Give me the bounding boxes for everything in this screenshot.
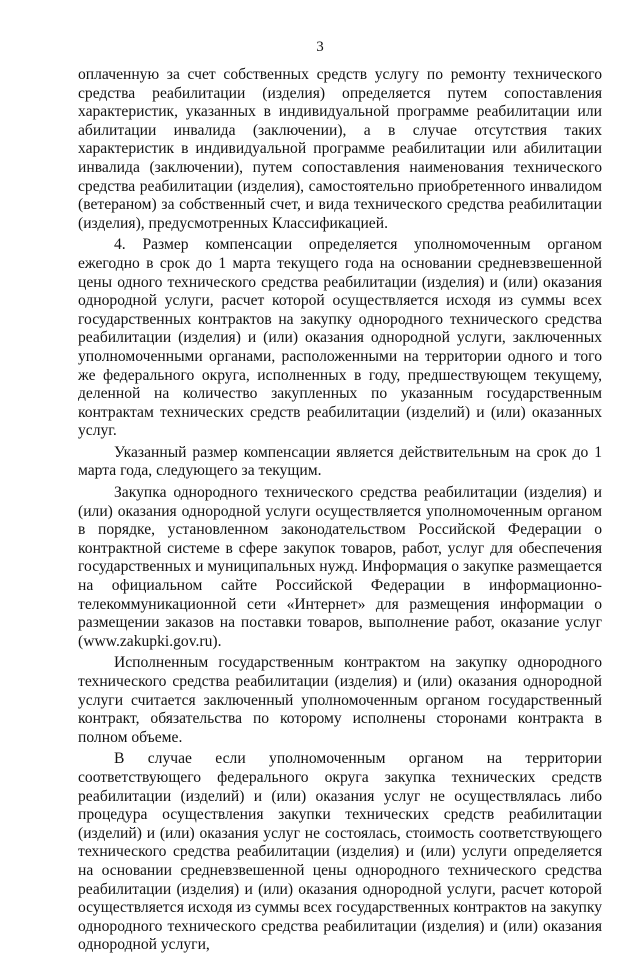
page-number: 3 (316, 39, 324, 55)
paragraph: оплаченную за счет собственных средств услугу по ремонту технического средства реабилитации (изделия) определяется путем сопоставления характеристик, указанных в индивидуальной программе реабилитации или абилитации инвалида (заключении), а в случае отсутствия таких характеристик в индивидуальной программе реабилитации или абилитации инвалида (заключении), путем сопоставления наименования технического средства реабилитации (изделия), самостоятельно приобретенного инвалидом (ветераном) за собственный счет, и вида технического средства реабилитации (изделия), предусмотренных Классификацией. (78, 66, 602, 232)
paragraph: В случае если уполномоченным органом на территории соответствующего федерального округа закупка технических средств реабилитации (изделий) и (или) оказания услуг не осуществлялась либо процедура осуществления закупки технических средств реабилитации (изделий) и (или) оказания услуг не состоялась, стоимость соответствующего технического средства реабилитации (изделия) и (или) услуги определяется на основании средневзвешенной цены однородного технического средства реабилитации (изделия) и (или) оказания однородной услуги, расчет которой осуществляется исходя из суммы всех государственных контрактов на закупку однородного технического средства реабилитации (изделия) и (или) оказания однородной услуги, (78, 750, 602, 954)
paragraph: Указанный размер компенсации является действительным на срок до 1 марта года, следующего за текущим. (78, 443, 602, 480)
paragraph: 4. Размер компенсации определяется уполномоченным органом ежегодно в срок до 1 марта текущего года на основании средневзвешенной цены одного технического средства реабилитации (изделия) и (или) оказания однородной услуги, расчет которой осуществляется исходя из суммы всех государственных контрактов на закупку однородного технического средства реабилитации (изделия) и (или) оказания однородной услуги, заключенных уполномоченными органами, расположенными на территории одного и того же федерального округа, исполненных в году, предшествующем текущему, деленной на количество закупленных по указанным государственным контрактам технических средств реабилитации (изделий) и (или) оказанных услуг. (78, 236, 602, 440)
paragraph: Исполненным государственным контрактом на закупку однородного технического средства реабилитации (изделия) и (или) оказания однородной услуги считается заключенный уполномоченным органом государственный контракт, обязательства по которому исполнены сторонами контракта в полном объеме. (78, 654, 602, 746)
paragraph: Закупка однородного технического средства реабилитации (изделия) и (или) оказания однородной услуги осуществляется уполномоченным органом в порядке, установленном законодательством Российской Федерации о контрактной системе в сфере закупок товаров, работ, услуг для обеспечения государственных и муниципальных нужд. Информация о закупке размещается на официальном сайте Российской Федерации в информационно-телекоммуникационной сети «Интернет» для размещения информации о размещении заказов на поставки товаров, выполнение работ, оказание услуг (www.zakupki.gov.ru). (78, 484, 602, 650)
document-body (78, 66, 602, 955)
